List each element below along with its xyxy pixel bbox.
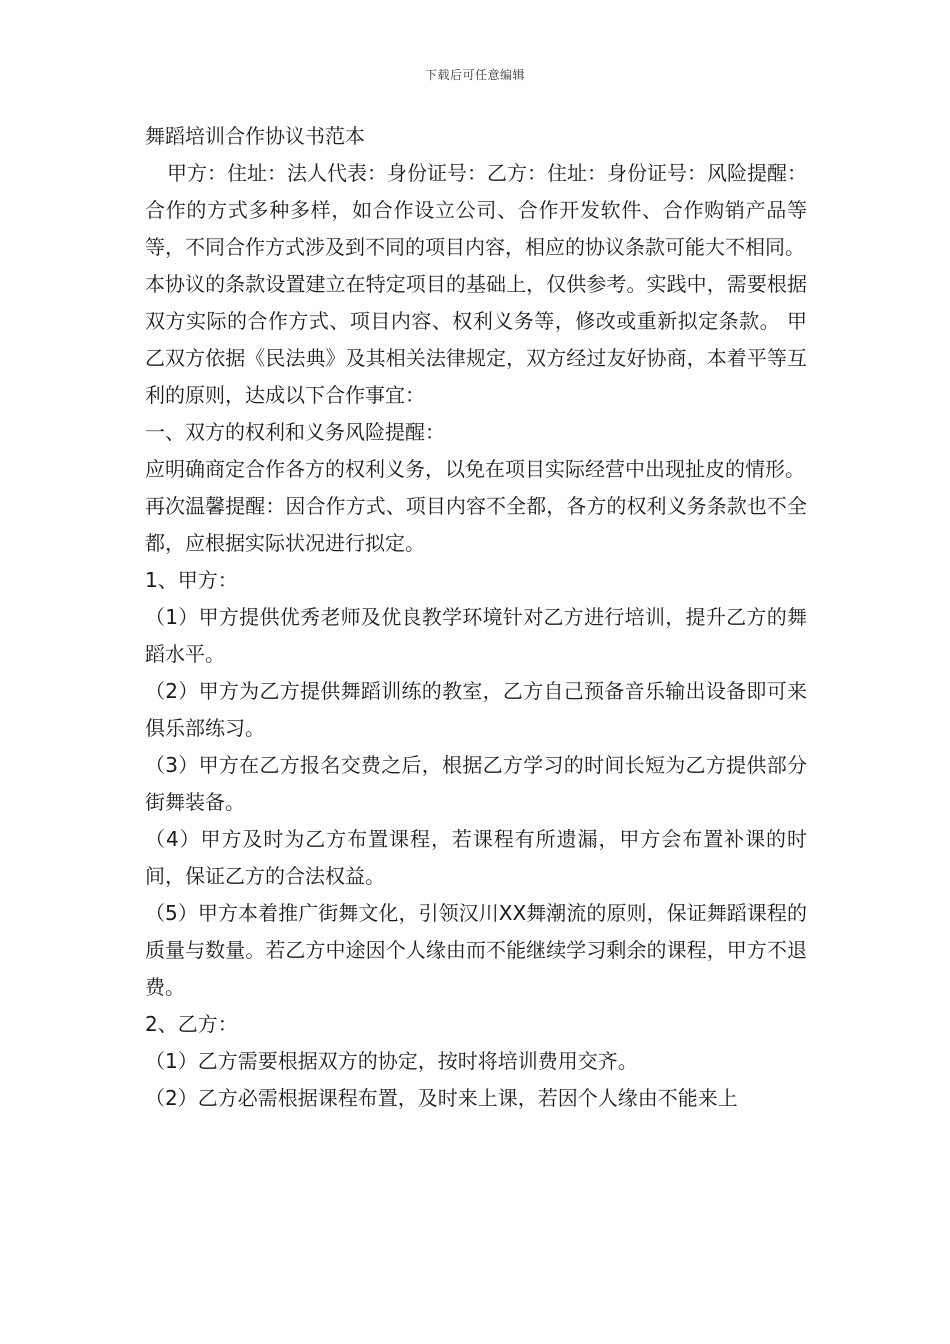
list-item: （2）甲方为乙方提供舞蹈训练的教室，乙方自己预备音乐输出设备即可来俱乐部练习。: [145, 679, 807, 740]
list-item: （1）乙方需要根据双方的协定，按时将培训费用交齐。: [145, 1049, 638, 1073]
paragraph: 再次温馨提醒：因合作方式、项目内容不全都，各方的权利义务条款也不全都，应根据实际状况进行拟定。: [145, 494, 807, 555]
list-item: （5）甲方本着推广街舞文化，引领汉川XX舞潮流的原则，保证舞蹈课程的质量与数量。若乙方中途因个人缘由而不能继续学习剩余的课程，甲方不退费。: [145, 901, 807, 999]
list-item: （3）甲方在乙方报名交费之后，根据乙方学习的时间长短为乙方提供部分街舞装备。: [145, 753, 807, 814]
list-item: （4）甲方及时为乙方布置课程，若课程有所遗漏，甲方会布置补课的时间，保证乙方的合法权益。: [145, 827, 807, 888]
header-note: 下载后可任意编辑: [424, 68, 525, 82]
document-title: 舞蹈培训合作协议书范本: [145, 124, 365, 148]
section-heading: 一、双方的权利和义务风险提醒：: [145, 420, 445, 444]
list-item: （1）甲方提供优秀老师及优良教学环境针对乙方进行培训，提升乙方的舞蹈水平。: [145, 605, 807, 666]
subsection-heading: 2、乙方：: [145, 1012, 238, 1036]
list-item: （2）乙方必需根据课程布置，及时来上课，若因个人缘由不能来上: [145, 1086, 738, 1110]
paragraph: 合作的方式多种多样，如合作设立公司、合作开发软件、合作购销产品等等，不同合作方式涉及到不同的项目内容，相应的协议条款可能大不相同。: [145, 198, 807, 259]
paragraph: 应明确商定合作各方的权利义务，以免在项目实际经营中出现扯皮的情形。: [145, 457, 805, 481]
subsection-heading: 1、甲方：: [145, 568, 238, 592]
paragraph: 本协议的条款设置建立在特定项目的基础上，仅供参考。实践中，需要根据双方实际的合作方式、项目内容、权利义务等，修改或重新拟定条款。 甲乙双方依据《民法典》及其相关法律规定，双方经过友好协商，本着平等互利的原则，达成以下合作事宜：: [145, 272, 807, 407]
document-body: [145, 118, 807, 1117]
parties-paragraph: 甲方：住址：法人代表：身份证号：乙方：住址：身份证号：风险提醒：: [167, 161, 807, 185]
